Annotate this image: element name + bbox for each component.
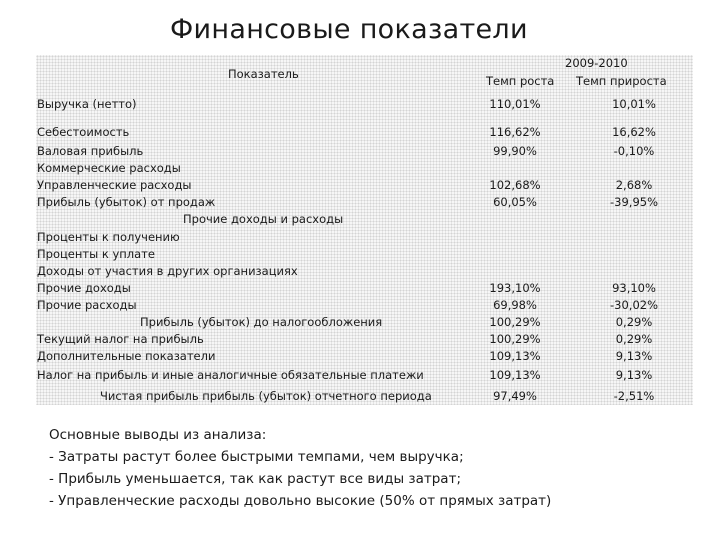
table-row	[0, 125, 720, 142]
increase-rate-value: 10,01%	[612, 97, 656, 111]
row-label: Себестоимость	[37, 125, 130, 139]
growth-rate-value: 100,29%	[489, 332, 541, 346]
table-row	[0, 368, 720, 385]
growth-rate-value: 109,13%	[489, 368, 541, 382]
conclusions-heading: Основные выводы из анализа:	[49, 427, 267, 443]
row-label: Прибыль (убыток) от продаж	[37, 195, 216, 209]
growth-rate-value: 109,13%	[489, 349, 541, 363]
increase-rate-value: 16,62%	[612, 125, 656, 139]
row-label: Дополнительные показатели	[37, 349, 216, 363]
growth-rate-value: 193,10%	[489, 281, 541, 295]
row-label: Управленческие расходы	[37, 178, 192, 192]
row-label: Текущий налог на прибыль	[37, 332, 204, 346]
table-row	[0, 315, 720, 332]
increase-rate-value: -30,02%	[610, 298, 658, 312]
table-row	[0, 281, 720, 298]
row-label: Валовая прибыль	[37, 144, 144, 158]
table-row	[0, 161, 720, 178]
growth-rate-value: 97,49%	[493, 389, 537, 403]
row-label: Выручка (нетто)	[37, 97, 137, 111]
row-label: Налог на прибыль и иные аналогичные обязательные платежи	[37, 368, 424, 382]
growth-rate-value: 116,62%	[489, 125, 541, 139]
row-label: Прочие доходы	[37, 281, 131, 295]
increase-rate-value: 0,29%	[615, 315, 653, 329]
conclusion-item: - Прибыль уменьшается, так как растут все виды затрат;	[49, 471, 461, 487]
increase-rate-value: -0,10%	[613, 144, 655, 158]
growth-rate-value: 110,01%	[489, 97, 541, 111]
row-label: Проценты к уплате	[37, 247, 155, 261]
growth-rate-value: 100,29%	[489, 315, 541, 329]
increase-rate-value: 9,13%	[615, 349, 653, 363]
row-label: Коммерческие расходы	[37, 161, 181, 175]
table-row	[0, 195, 720, 212]
table-row	[0, 264, 720, 281]
table-row	[0, 349, 720, 366]
conclusion-item: - Управленческие расходы довольно высокие (50% от прямых затрат)	[49, 493, 552, 509]
increase-rate-value: 9,13%	[615, 368, 653, 382]
column-header-indicator: Показатель	[228, 67, 299, 81]
growth-rate-value: 99,90%	[493, 144, 537, 158]
increase-rate-value: -2,51%	[613, 389, 655, 403]
column-header-period: 2009-2010	[565, 56, 628, 70]
table-row	[0, 247, 720, 264]
column-header-growth-rate: Темп роста	[486, 74, 555, 88]
conclusion-item: - Затраты растут более быстрыми темпами, чем выручка;	[49, 449, 464, 465]
table-row	[0, 212, 720, 229]
column-header-increase-rate: Темп прироста	[576, 74, 667, 88]
table-row	[0, 389, 720, 406]
table-row	[0, 332, 720, 349]
table-row	[0, 178, 720, 195]
row-section-label: Прочие доходы и расходы	[183, 212, 344, 226]
row-total-label: Чистая прибыль прибыль (убыток) отчетного периода	[100, 389, 432, 403]
growth-rate-value: 69,98%	[493, 298, 537, 312]
row-section-label: Прибыль (убыток) до налогообложения	[140, 315, 383, 329]
table-row	[0, 298, 720, 315]
conclusions-block	[49, 424, 551, 512]
increase-rate-value: -39,95%	[610, 195, 658, 209]
table-row	[0, 230, 720, 247]
increase-rate-value: 2,68%	[615, 178, 653, 192]
increase-rate-value: 0,29%	[615, 332, 653, 346]
increase-rate-value: 93,10%	[612, 281, 656, 295]
growth-rate-value: 102,68%	[489, 178, 541, 192]
table-row	[0, 144, 720, 161]
page-title: Финансовые показатели	[170, 14, 528, 45]
table-row	[0, 97, 720, 114]
row-label: Доходы от участия в других организациях	[37, 264, 298, 278]
growth-rate-value: 60,05%	[493, 195, 537, 209]
row-label: Прочие расходы	[37, 298, 137, 312]
row-label: Проценты к получению	[37, 230, 180, 244]
